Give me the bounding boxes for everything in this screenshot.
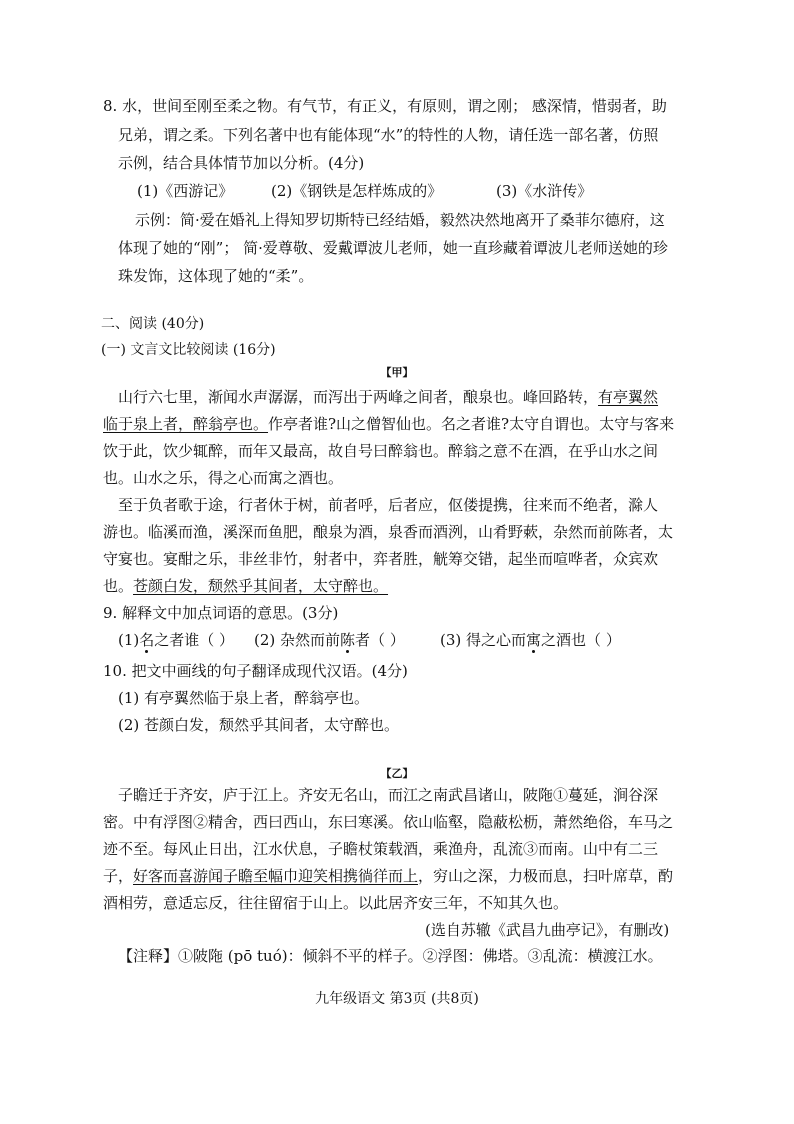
q9-option-1: (1)名之者谁（ ）: [118, 631, 235, 649]
q9-option-3: (3) 得之心而寓之酒也（ ）: [440, 631, 621, 649]
q9-options: [118, 629, 621, 651]
q10-sentence-1: (1) 有亭翼然临于泉上者，醉翁亭也。: [118, 689, 370, 707]
yi-line-1: 子瞻迁于齐安，庐于江上。齐安无名山，而江之南武昌诸山，陂陁①蔓延，涧谷深: [118, 786, 659, 804]
q9-stem: 9. 解释文中加点词语的意思。(3分): [103, 604, 339, 622]
source-citation: (选自苏辙《武昌九曲亭记》，有删改): [425, 921, 670, 939]
jia-p2-line-1: 至于负者歌于途，行者休于树，前者呼，后者应，伛偻提携，往来而不绝者，滁人: [118, 496, 659, 514]
jia-p1-line-4: 也。山水之乐，得之心而寓之酒也。: [103, 469, 344, 487]
book-option-3: (3)《水浒传》: [496, 182, 593, 200]
jia-p1-line-2: [103, 413, 674, 435]
jia-text: 山行六七里，渐闻水声潺潺，而泻出于两峰之间者，酿泉也。峰回路转，: [118, 388, 599, 406]
book-option-2: (2)《钢铁是怎样炼成的》: [271, 182, 443, 200]
q8-example-line-1: 示例：简·爱在婚礼上得知罗切斯特已经结婚，毅然决然地离开了桑菲尔德府，这: [135, 211, 665, 229]
dotted-word: 陈: [340, 631, 356, 649]
q9-option-2: (2) 杂然而前陈者（ ）: [254, 631, 405, 649]
q8-example-line-2: 体现了她的“刚”； 简·爱尊敬、爱戴谭波儿老师，她一直珍藏着谭波儿老师送她的珍: [118, 239, 668, 257]
q8-example-line-3: 珠发饰，这体现了她的“柔”。: [118, 267, 314, 285]
underlined-sentence: 苍颜白发，颓然乎其间者，太守醉也。: [133, 577, 389, 595]
jia-text: 作亭者谁?山之僧智仙也。名之者谁?太守自谓也。太守与客来: [268, 415, 675, 433]
jia-p1-line-3: 饮于此，饮少辄醉，而年又最高，故自号曰醉翁也。醉翁之意不在酒，在乎山水之间: [103, 442, 659, 460]
part-classical-chinese-title: (一) 文言文比较阅读 (16分): [101, 342, 276, 358]
yi-line-3: 迹不至。每风止日出，江水伏息，子瞻杖策载酒，乘渔舟，乱流③而南。山中有二三: [103, 840, 659, 858]
passage-jia-tag: 【甲】: [380, 366, 414, 379]
jia-p2-line-3: 守宴也。宴酣之乐，非丝非竹，射者中，弈者胜，觥筹交错，起坐而喧哗者，众宾欢: [103, 550, 659, 568]
q10-stem: 10. 把文中画线的句子翻译成现代汉语。(4分): [103, 662, 408, 680]
dotted-word: 寓: [526, 631, 542, 649]
q8-book-options: [137, 180, 592, 202]
q8-line-2: 兄弟，谓之柔。下列名著中也有能体现“水”的特性的人物，请任选一部名著，仿照: [118, 126, 659, 144]
jia-p1-line-1: [118, 386, 658, 408]
yi-line-2: 密。中有浮图②精舍，西曰西山，东曰寒溪。依山临壑，隐蔽松枥，萧然绝俗，车马之: [103, 813, 674, 831]
yi-line-4: [103, 865, 673, 887]
underlined-sentence: 有亭翼然: [598, 388, 659, 406]
yi-text: ，穷山之深，力极而息，扫叶席草，酌: [418, 867, 674, 885]
q10-sentence-2: (2) 苍颜白发，颓然乎其间者，太守醉也。: [118, 716, 400, 734]
dotted-word: 名: [139, 631, 155, 649]
passage-yi-tag: 【乙】: [380, 767, 414, 780]
q8-line-1: 8. 水，世间至刚至柔之物。有气节，有正义，有原则，谓之刚； 感深情，惜弱者，助: [103, 97, 667, 115]
jia-p2-line-4: [103, 575, 388, 597]
annotation-note: 【注释】①陂陁 (pō tuó)：倾斜不平的样子。②浮图：佛塔。③乱流：横渡江水。: [118, 947, 663, 965]
book-option-1: (1)《西游记》: [137, 182, 234, 200]
underlined-sentence: 临于泉上者，醉翁亭也。: [103, 415, 269, 433]
jia-p2-line-2: 游也。临溪而渔，溪深而鱼肥，酿泉为酒，泉香而酒洌，山肴野蔌，杂然而前陈者，太: [103, 523, 674, 541]
section-reading-title: 二、阅读 (40分): [101, 316, 205, 332]
yi-line-5: 酒相劳，意适忘反，往往留宿于山上。以此居齐安三年，不知其久也。: [103, 894, 569, 912]
page-footer: 九年级语文 第3页 (共8页): [315, 991, 479, 1007]
yi-text: 子，: [103, 867, 134, 885]
q8-line-3: 示例，结合具体情节加以分析。(4分): [118, 154, 365, 172]
jia-text: 也。: [103, 577, 134, 595]
underlined-sentence: 好客而喜游闻子瞻至幅巾迎笑相携徜徉而上: [133, 867, 419, 885]
